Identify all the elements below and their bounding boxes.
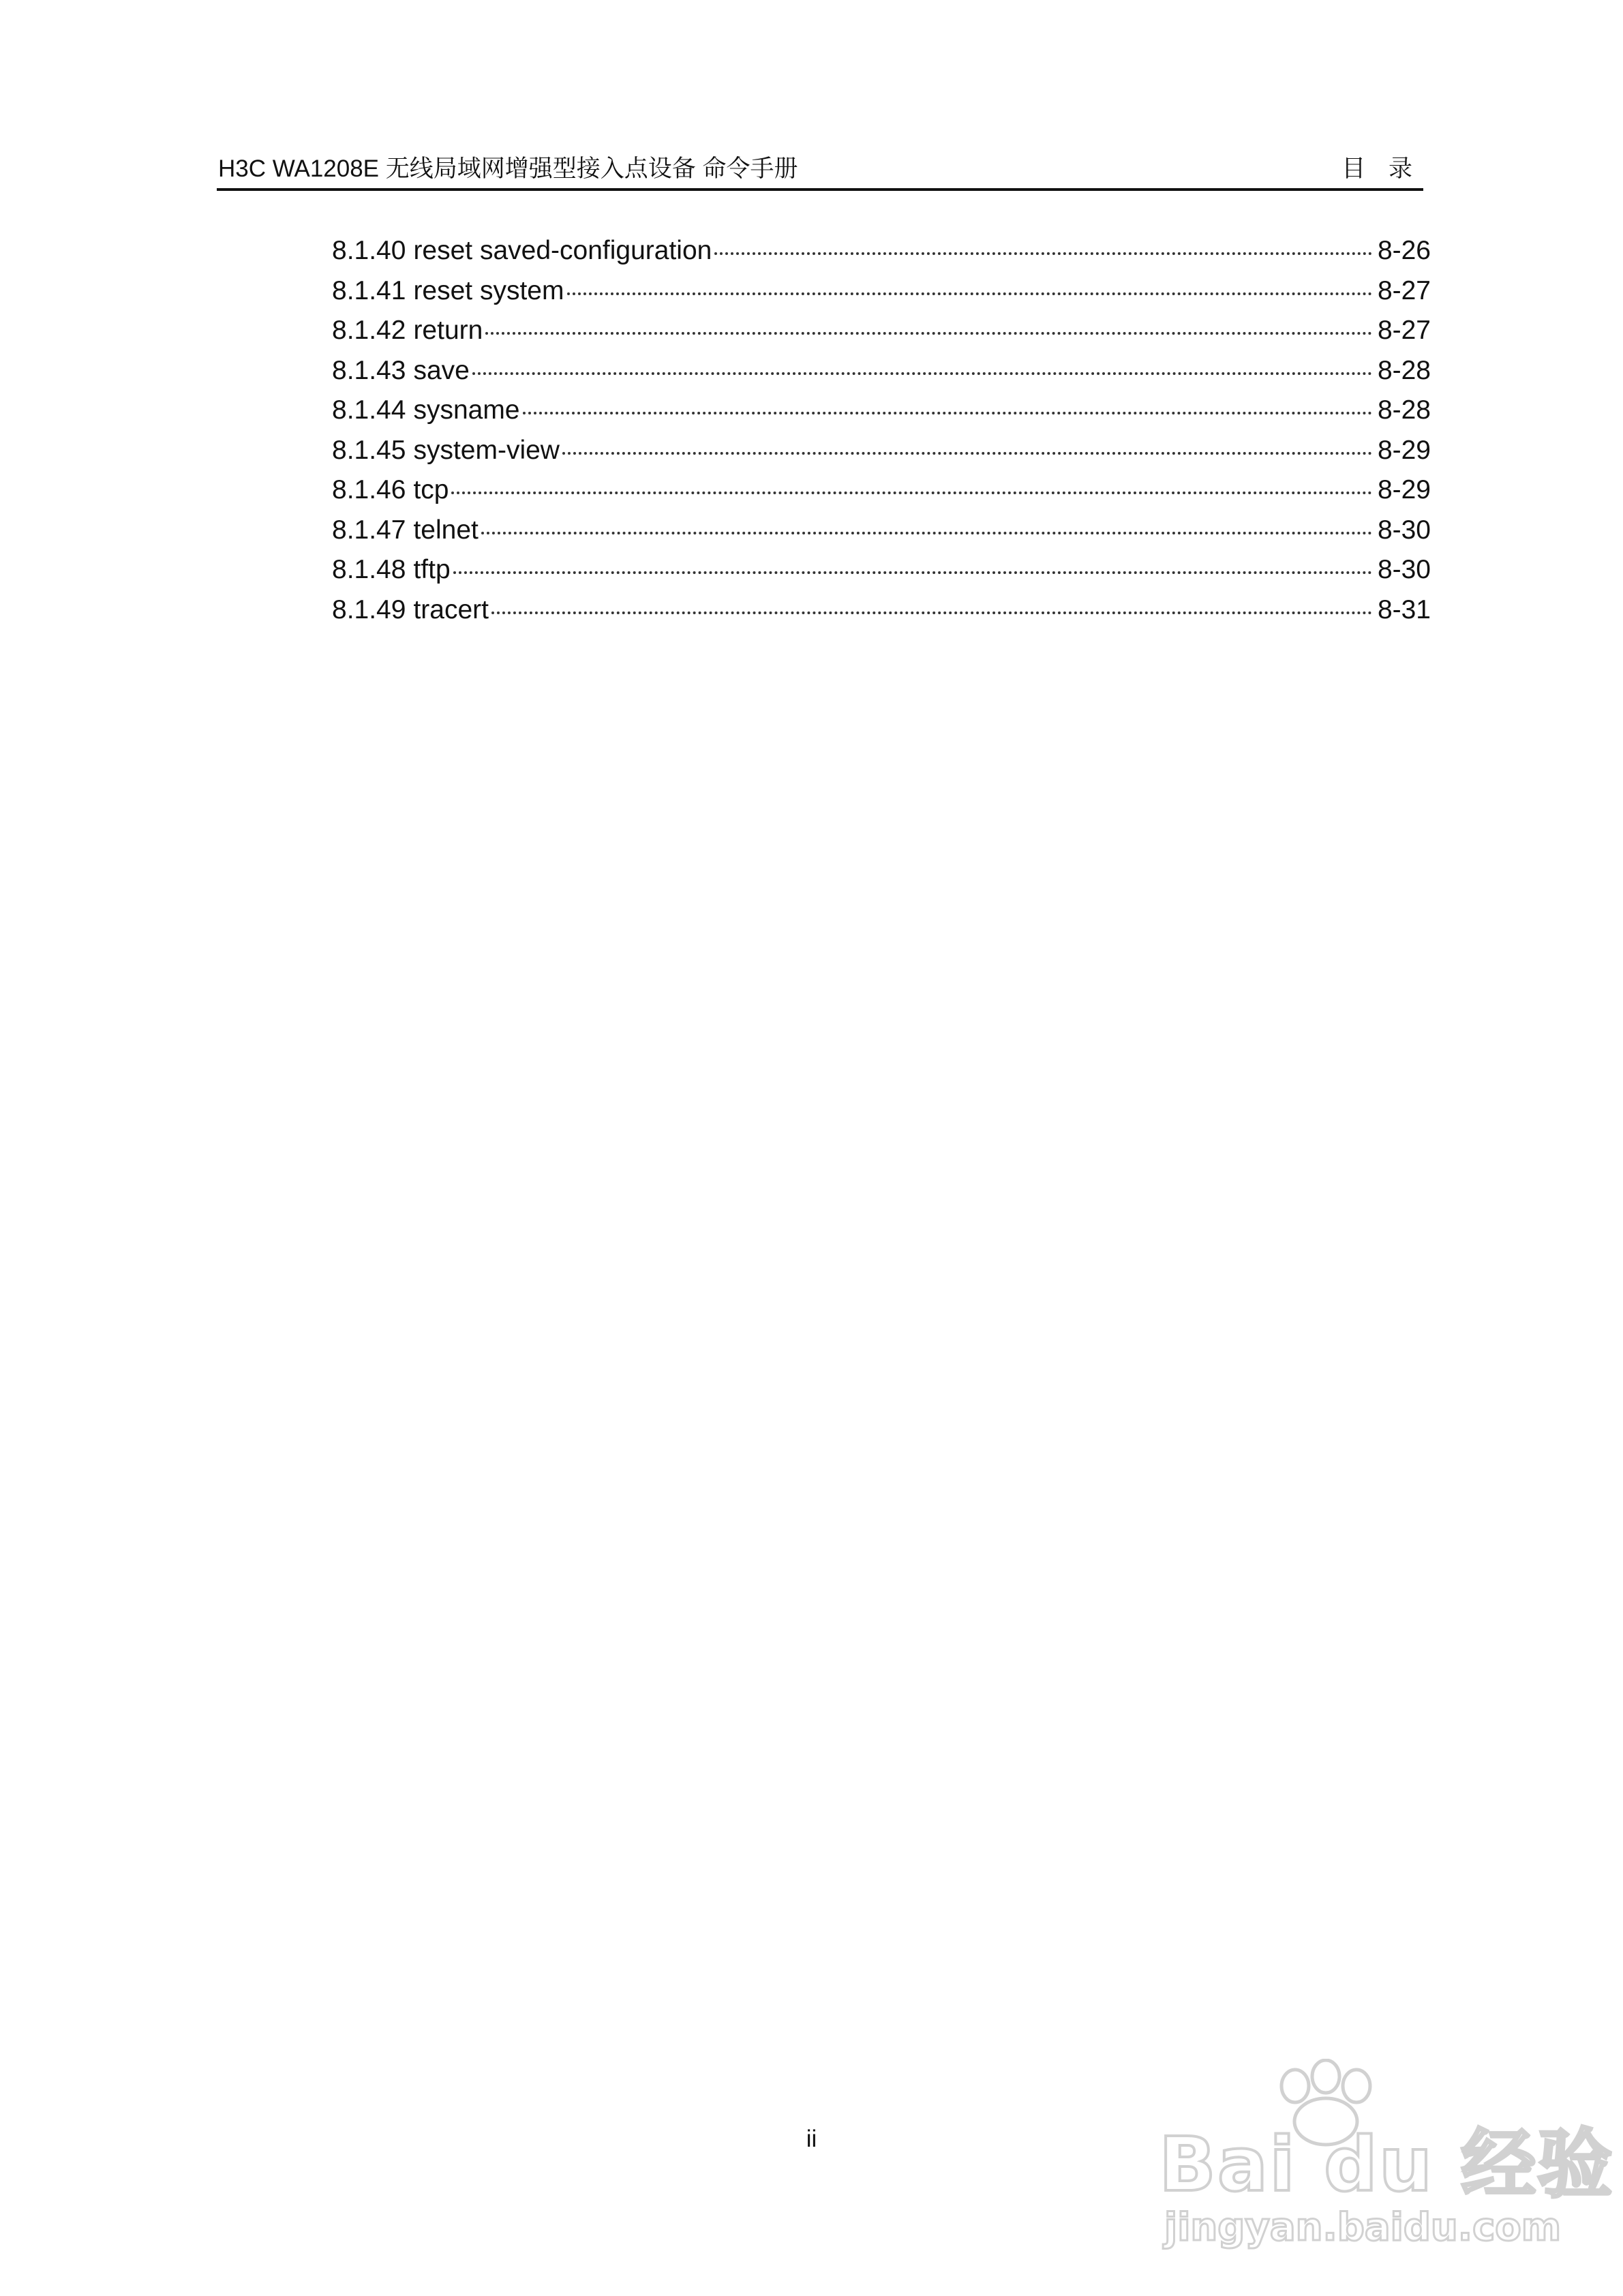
toc-entry-page: 8-28	[1377, 355, 1431, 385]
toc-entry-number: 8.1.48	[332, 555, 406, 584]
toc-entry-number: 8.1.47	[332, 515, 406, 545]
table-of-contents	[332, 231, 1431, 630]
toc-entry-title: reset system	[413, 275, 564, 305]
toc-dot-leader	[491, 611, 1372, 614]
toc-dot-leader	[714, 252, 1372, 255]
toc-entry-page: 8-31	[1377, 594, 1431, 624]
toc-entry[interactable]	[332, 431, 1431, 471]
page-number: ii	[806, 2126, 817, 2152]
toc-entry-number: 8.1.40	[332, 236, 406, 265]
toc-dot-leader	[562, 452, 1372, 455]
toc-entry[interactable]	[332, 391, 1431, 431]
baidu-jingyan-watermark	[1159, 2059, 1614, 2263]
toc-entry-title: telnet	[413, 515, 479, 545]
toc-dot-leader	[485, 332, 1372, 335]
toc-entry[interactable]	[332, 470, 1431, 511]
toc-entry-title: system-view	[413, 435, 560, 465]
toc-entry-page: 8-28	[1377, 395, 1431, 425]
toc-entry-number: 8.1.44	[332, 395, 406, 425]
toc-dot-leader	[523, 412, 1372, 414]
toc-entry-page: 8-29	[1377, 435, 1431, 465]
toc-entry-number: 8.1.43	[332, 355, 406, 385]
toc-entry-page: 8-27	[1377, 275, 1431, 305]
toc-entry-title: tftp	[413, 555, 451, 584]
section-label: 目 录	[1341, 155, 1421, 182]
toc-entry[interactable]	[332, 271, 1431, 312]
toc-dot-leader	[567, 292, 1372, 295]
toc-dot-leader	[453, 571, 1372, 574]
toc-entry-number: 8.1.42	[332, 316, 406, 345]
toc-entry[interactable]	[332, 231, 1431, 271]
toc-entry-page: 8-30	[1377, 555, 1431, 584]
toc-entry-page: 8-26	[1377, 236, 1431, 265]
toc-entry-number: 8.1.46	[332, 475, 406, 504]
toc-entry[interactable]	[332, 550, 1431, 590]
watermark-brand: Bai du 经验	[1159, 2121, 1614, 2208]
toc-entry[interactable]	[332, 511, 1431, 551]
toc-entry-title: tcp	[413, 475, 449, 504]
toc-dot-leader	[451, 492, 1371, 494]
page-header	[217, 153, 1423, 191]
toc-dot-leader	[472, 372, 1372, 375]
toc-entry[interactable]	[332, 351, 1431, 391]
toc-entry-number: 8.1.41	[332, 275, 406, 305]
toc-entry-page: 8-27	[1377, 316, 1431, 345]
toc-entry-title: reset saved-configuration	[413, 236, 712, 265]
toc-entry-page: 8-30	[1377, 515, 1431, 545]
toc-entry-title: return	[413, 316, 483, 345]
toc-entry-title: save	[413, 355, 470, 385]
toc-entry-title: sysname	[413, 395, 520, 425]
document-title: H3C WA1208E 无线局域网增强型接入点设备 命令手册	[218, 155, 798, 182]
watermark-url: jingyan.baidu.com	[1164, 2205, 1562, 2250]
toc-entry-page: 8-29	[1377, 475, 1431, 504]
toc-entry-number: 8.1.45	[332, 435, 406, 465]
toc-entry[interactable]	[332, 311, 1431, 351]
toc-entry-title: tracert	[413, 594, 489, 624]
toc-entry[interactable]	[332, 590, 1431, 631]
toc-entry-number: 8.1.49	[332, 594, 406, 624]
toc-dot-leader	[481, 532, 1372, 534]
